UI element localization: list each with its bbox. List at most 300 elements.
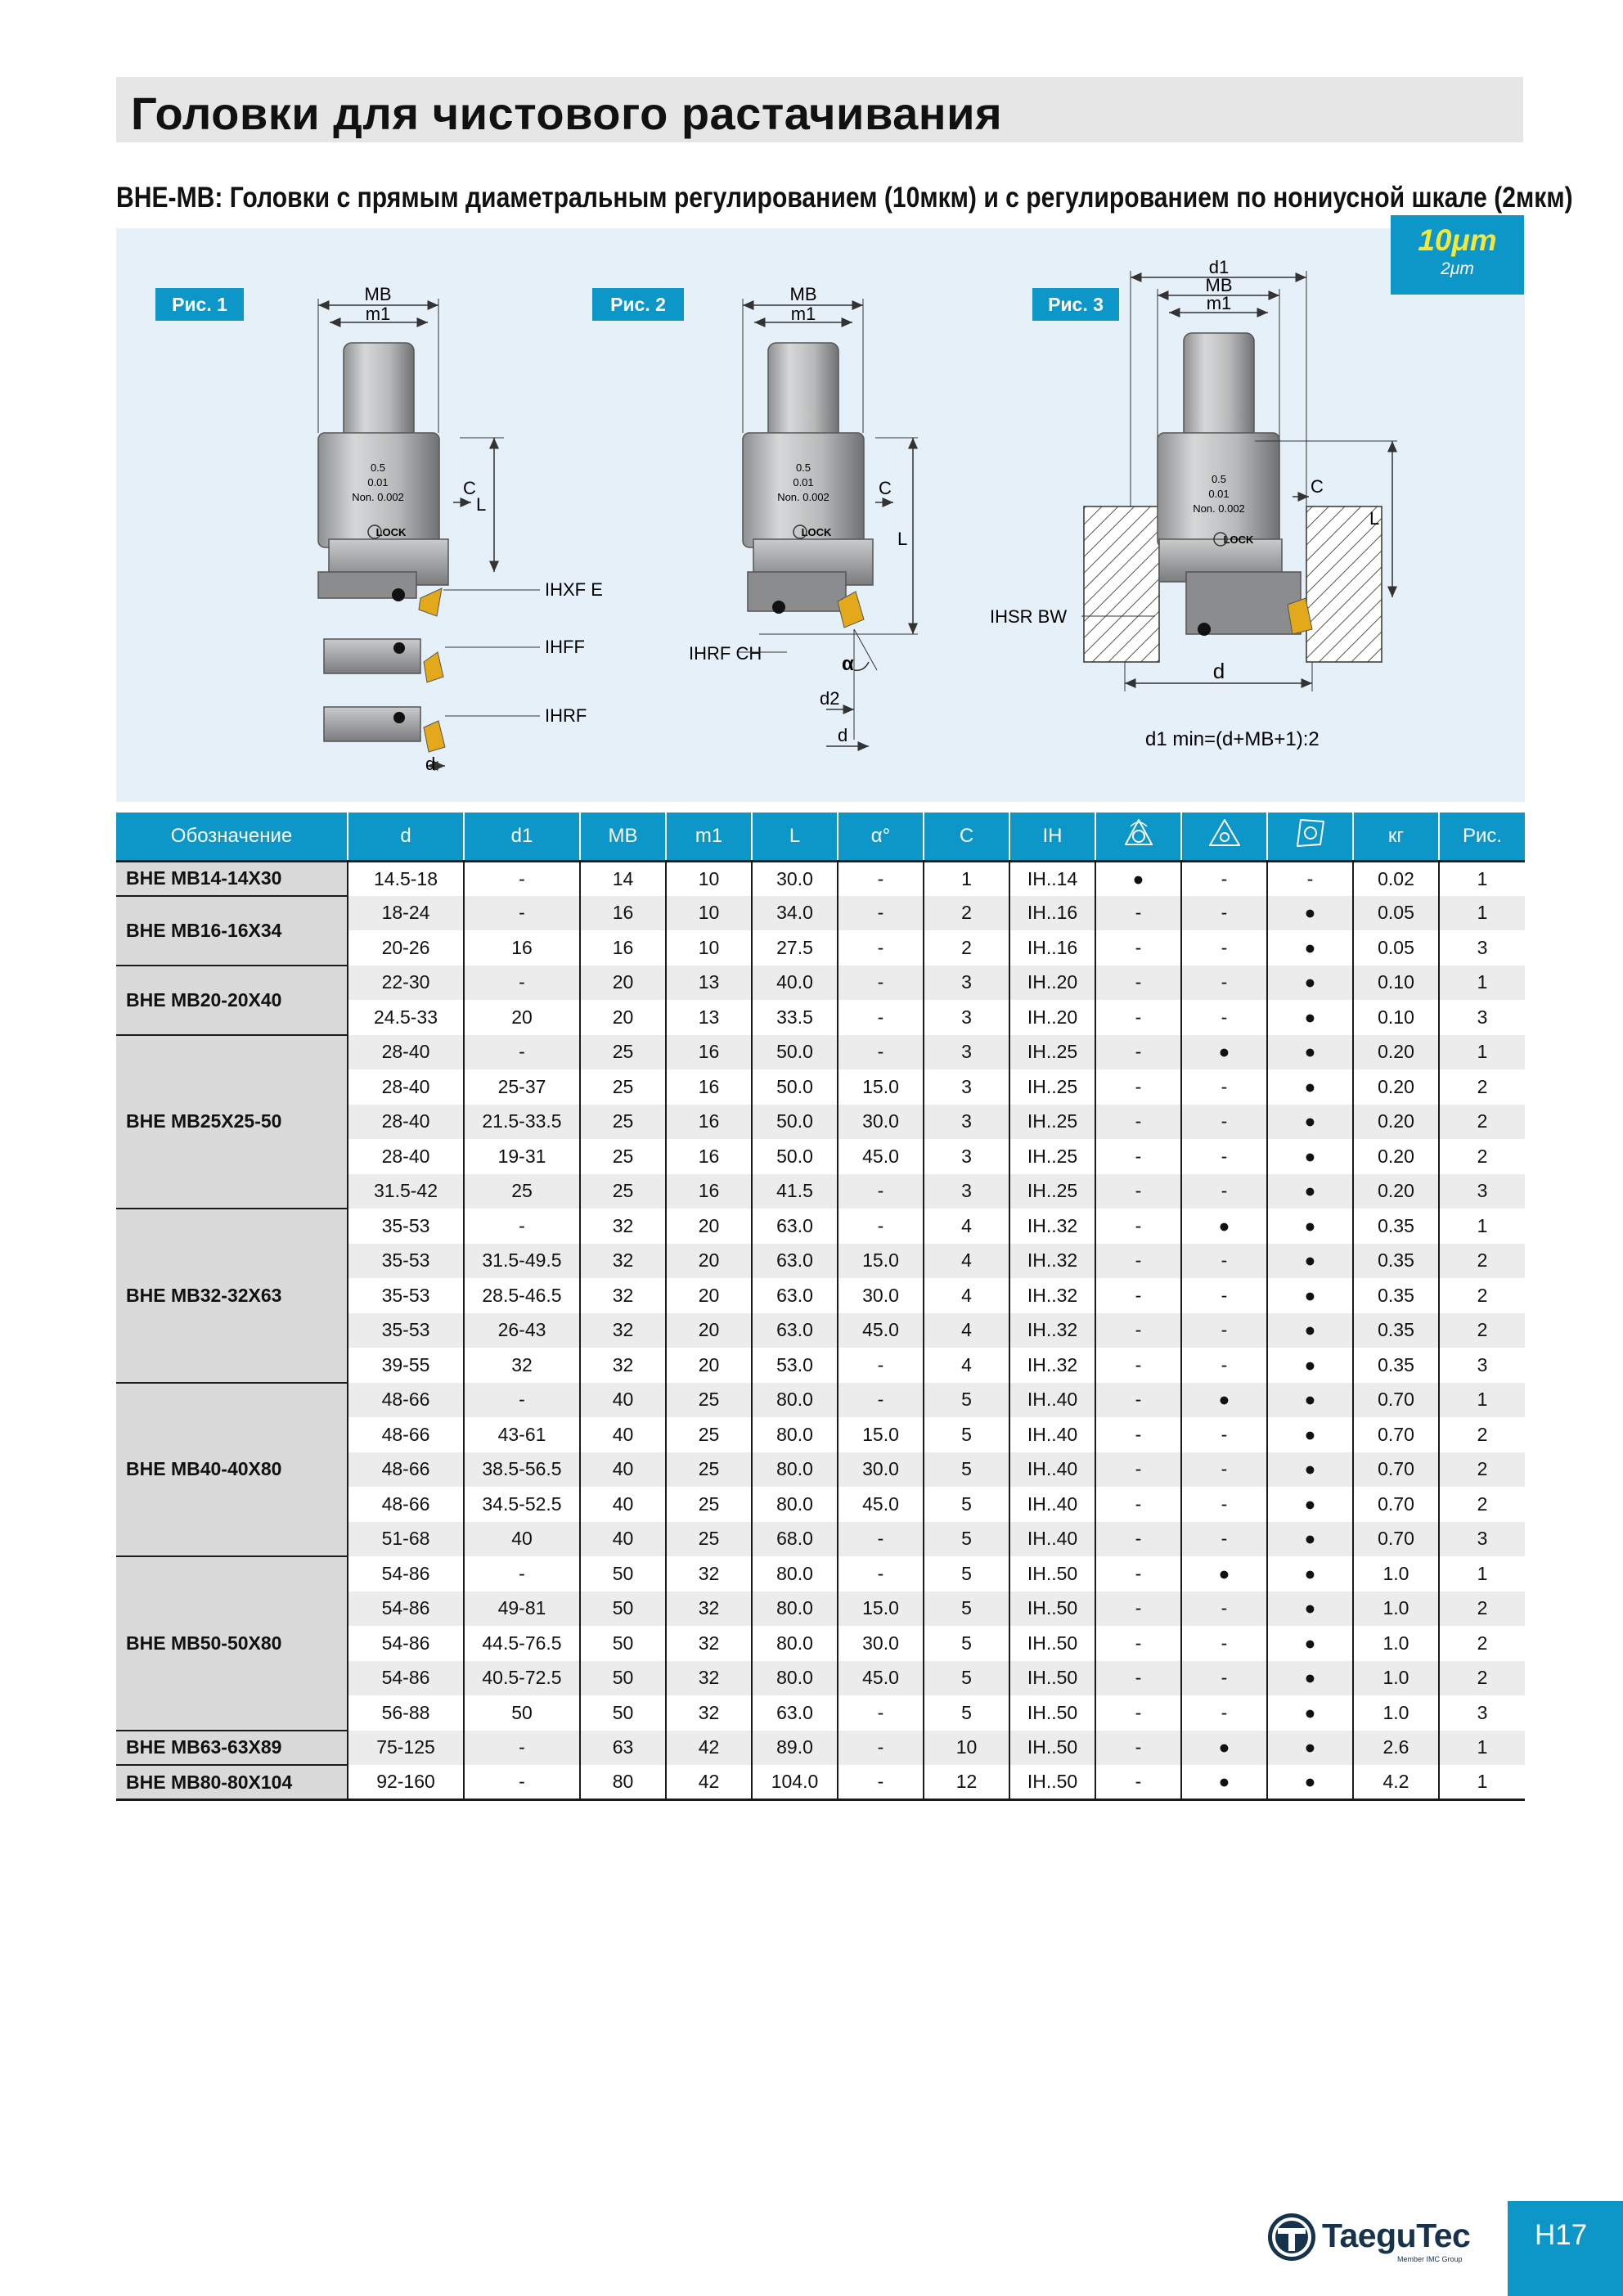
table-cell: 40.5-72.5: [464, 1661, 580, 1696]
fig1-dial-lock: LOCK: [375, 526, 407, 538]
table-cell: 80.0: [752, 1591, 838, 1627]
table-cell: 5: [924, 1522, 1009, 1557]
table-cell: -: [1095, 1348, 1181, 1383]
table-cell: 0.02: [1353, 861, 1439, 896]
insert-rhombic-icon: [1293, 817, 1329, 849]
table-cell: -: [1181, 1348, 1267, 1383]
table-cell: IH..50: [1009, 1556, 1095, 1591]
table-cell: 4: [924, 1244, 1009, 1279]
col-header-d: d: [348, 813, 464, 861]
table-cell: IH..40: [1009, 1417, 1095, 1452]
table-cell: ●: [1095, 861, 1181, 896]
table-cell: -: [1181, 1695, 1267, 1731]
fig2-dial-2: 0.01: [793, 476, 814, 488]
table-cell: IH..32: [1009, 1348, 1095, 1383]
table-cell: 16: [666, 1035, 752, 1070]
table-cell: 4: [924, 1348, 1009, 1383]
table-cell: 25-37: [464, 1069, 580, 1105]
table-cell: 3: [1439, 930, 1525, 966]
table-cell: 10: [666, 930, 752, 966]
table-cell: ●: [1267, 1591, 1353, 1627]
table-cell: 1: [1439, 1765, 1525, 1800]
table-cell: 2: [1439, 1661, 1525, 1696]
table-cell: ●: [1181, 1765, 1267, 1800]
table-cell: 68.0: [752, 1522, 838, 1557]
table-cell: 89.0: [752, 1731, 838, 1766]
col-header-c: C: [924, 813, 1009, 861]
table-cell: 2.6: [1353, 1731, 1439, 1766]
table-cell: 10: [666, 896, 752, 931]
col-header-insert-triangle: [1181, 813, 1267, 861]
table-cell: IH..32: [1009, 1278, 1095, 1313]
table-cell: -: [1095, 1105, 1181, 1140]
table-cell: ●: [1267, 1174, 1353, 1209]
table-cell: 0.20: [1353, 1174, 1439, 1209]
table-cell: -: [1181, 1069, 1267, 1105]
table-cell: -: [464, 1383, 580, 1418]
col-header-designation: Обозначение: [116, 813, 348, 861]
fig3-dim-m1: m1: [1206, 293, 1232, 313]
technical-drawings: [116, 228, 1525, 802]
table-cell: -: [1095, 1661, 1181, 1696]
table-cell: 31.5-49.5: [464, 1244, 580, 1279]
table-cell: -: [1181, 1452, 1267, 1488]
figure-2-label: Рис. 2: [610, 294, 666, 315]
table-cell: 25: [666, 1383, 752, 1418]
fig2-dial-3: Non. 0.002: [777, 491, 829, 503]
table-cell: -: [1181, 1313, 1267, 1348]
table-cell: -: [838, 1348, 924, 1383]
table-cell: 50: [464, 1695, 580, 1731]
table-cell: 28.5-46.5: [464, 1278, 580, 1313]
table-cell: IH..50: [1009, 1626, 1095, 1661]
fig1-dim-c: C: [463, 478, 476, 498]
table-cell: 0.35: [1353, 1278, 1439, 1313]
table-cell: 50: [580, 1626, 666, 1661]
table-cell: -: [1095, 1383, 1181, 1418]
table-cell: -: [1095, 930, 1181, 966]
table-cell: 5: [924, 1695, 1009, 1731]
fig3-dim-mb: MB: [1205, 275, 1233, 295]
table-cell: IH..16: [1009, 930, 1095, 966]
figure-2: [592, 284, 918, 746]
fig1-dim-mb: MB: [364, 284, 392, 304]
table-cell: 40: [580, 1522, 666, 1557]
table-cell: -: [464, 896, 580, 931]
table-cell: 54-86: [348, 1661, 464, 1696]
table-cell: 0.05: [1353, 896, 1439, 931]
table-cell: -: [838, 1174, 924, 1209]
table-cell: -: [1095, 1174, 1181, 1209]
table-cell: 33.5: [752, 1000, 838, 1035]
table-cell: -: [1267, 861, 1353, 896]
table-cell: 1.0: [1353, 1661, 1439, 1696]
table-cell: 1: [1439, 1383, 1525, 1418]
table-cell: 80.0: [752, 1626, 838, 1661]
table-cell: 32: [580, 1278, 666, 1313]
table-cell: 50: [580, 1695, 666, 1731]
table-cell: 14.5-18: [348, 861, 464, 896]
table-cell: 18-24: [348, 896, 464, 931]
table-cell: 0.20: [1353, 1105, 1439, 1140]
fig3-part-ihsr: IHSR BW: [990, 606, 1068, 627]
page-number: H17: [1535, 2219, 1588, 2251]
table-cell: -: [1095, 1731, 1181, 1766]
table-cell: ●: [1267, 1278, 1353, 1313]
table-cell: -: [838, 930, 924, 966]
table-cell: 25: [580, 1069, 666, 1105]
table-cell: ●: [1267, 1765, 1353, 1800]
precision-badge: [1391, 215, 1524, 295]
table-cell: IH..32: [1009, 1244, 1095, 1279]
table-cell: 40: [464, 1522, 580, 1557]
table-cell: 1: [1439, 861, 1525, 896]
table-cell: 25: [666, 1417, 752, 1452]
table-cell: 0.35: [1353, 1244, 1439, 1279]
table-cell: 0.35: [1353, 1348, 1439, 1383]
spec-table: [116, 813, 1525, 1801]
brand-subtitle: Member IMC Group: [1397, 2255, 1463, 2263]
table-cell: 24.5-33: [348, 1000, 464, 1035]
table-cell: -: [1181, 1487, 1267, 1522]
table-cell: ●: [1181, 1731, 1267, 1766]
table-cell: 0.70: [1353, 1417, 1439, 1452]
table-cell: 45.0: [838, 1661, 924, 1696]
table-cell: ●: [1267, 1661, 1353, 1696]
table-cell: 16: [666, 1139, 752, 1174]
table-cell: -: [1181, 1174, 1267, 1209]
table-cell: 44.5-76.5: [464, 1626, 580, 1661]
table-cell: 16: [464, 930, 580, 966]
table-cell: IH..14: [1009, 861, 1095, 896]
table-cell: 20: [666, 1244, 752, 1279]
table-cell: ●: [1267, 1452, 1353, 1488]
table-cell: 63.0: [752, 1278, 838, 1313]
table-cell: ●: [1267, 1383, 1353, 1418]
table-cell: ●: [1181, 1556, 1267, 1591]
table-cell: 2: [1439, 1313, 1525, 1348]
table-cell: 25: [666, 1522, 752, 1557]
designation-cell: BHE MB16-16X34: [116, 896, 348, 966]
table-cell: -: [1181, 930, 1267, 966]
table-cell: 35-53: [348, 1244, 464, 1279]
table-cell: -: [1181, 1278, 1267, 1313]
designation-cell: BHE MB80-80X104: [116, 1765, 348, 1800]
col-header-m1: m1: [666, 813, 752, 861]
table-cell: 56-88: [348, 1695, 464, 1731]
table-cell: 3: [1439, 1348, 1525, 1383]
table-cell: 25: [580, 1174, 666, 1209]
designation-cell: BHE MB40-40X80: [116, 1383, 348, 1557]
table-cell: -: [464, 861, 580, 896]
table-cell: 3: [924, 966, 1009, 1001]
page-number-box: [1508, 2201, 1623, 2296]
table-cell: 50: [580, 1591, 666, 1627]
table-cell: 34.0: [752, 896, 838, 931]
figure-3: [990, 257, 1397, 750]
table-cell: -: [1181, 1417, 1267, 1452]
table-cell: IH..32: [1009, 1209, 1095, 1244]
table-cell: 1: [1439, 1731, 1525, 1766]
table-cell: -: [1095, 1556, 1181, 1591]
table-cell: 1: [1439, 1209, 1525, 1244]
table-cell: -: [838, 1765, 924, 1800]
table-cell: 54-86: [348, 1626, 464, 1661]
fig3-dim-d1: d1: [1208, 257, 1230, 277]
table-cell: 13: [666, 1000, 752, 1035]
table-cell: 35-53: [348, 1313, 464, 1348]
table-cell: 75-125: [348, 1731, 464, 1766]
fig3-dim-d: d: [1212, 659, 1225, 683]
table-cell: -: [1181, 1244, 1267, 1279]
brand-name: TaeguTec: [1322, 2217, 1471, 2254]
designation-cell: BHE MB14-14X30: [116, 861, 348, 896]
table-cell: 5: [924, 1556, 1009, 1591]
table-header-row: [116, 813, 1525, 861]
table-cell: ●: [1267, 1069, 1353, 1105]
table-cell: 40.0: [752, 966, 838, 1001]
table-cell: 0.70: [1353, 1452, 1439, 1488]
table-cell: 2: [1439, 1244, 1525, 1279]
table-cell: 4: [924, 1278, 1009, 1313]
table-cell: 32: [666, 1591, 752, 1627]
table-cell: ●: [1267, 1244, 1353, 1279]
table-cell: 45.0: [838, 1487, 924, 1522]
table-cell: 27.5: [752, 930, 838, 966]
table-cell: 25: [666, 1452, 752, 1488]
table-cell: 39-55: [348, 1348, 464, 1383]
col-header-mb: MB: [580, 813, 666, 861]
table-cell: 1: [1439, 1556, 1525, 1591]
table-cell: 32: [666, 1626, 752, 1661]
table-cell: 19-31: [464, 1139, 580, 1174]
table-cell: 45.0: [838, 1139, 924, 1174]
table-cell: -: [1095, 1522, 1181, 1557]
table-cell: -: [838, 1522, 924, 1557]
table-cell: 20: [580, 1000, 666, 1035]
table-cell: 14: [580, 861, 666, 896]
table-cell: 34.5-52.5: [464, 1487, 580, 1522]
table-cell: 63.0: [752, 1244, 838, 1279]
table-cell: -: [1095, 1765, 1181, 1800]
table-cell: 50.0: [752, 1105, 838, 1140]
table-cell: -: [1095, 1313, 1181, 1348]
table-cell: 48-66: [348, 1417, 464, 1452]
table-cell: -: [1095, 1244, 1181, 1279]
table-cell: 28-40: [348, 1035, 464, 1070]
table-cell: -: [838, 1035, 924, 1070]
col-header-d1: d1: [464, 813, 580, 861]
table-cell: IH..25: [1009, 1105, 1095, 1140]
insert-triangle-icon: [1207, 817, 1243, 849]
fig2-dim-alpha: α: [842, 653, 854, 675]
table-cell: ●: [1181, 1035, 1267, 1070]
table-cell: ●: [1267, 1417, 1353, 1452]
table-cell: 1: [1439, 966, 1525, 1001]
table-cell: 26-43: [464, 1313, 580, 1348]
table-cell: -: [838, 1695, 924, 1731]
title-bar: [116, 77, 1523, 142]
table-cell: 0.20: [1353, 1035, 1439, 1070]
fig3-formula: d1 min=(d+MB+1):2: [1145, 728, 1320, 750]
table-cell: ●: [1267, 1313, 1353, 1348]
table-cell: 5: [924, 1661, 1009, 1696]
table-cell: -: [464, 1731, 580, 1766]
fig1-dim-m1: m1: [365, 304, 391, 324]
col-header-insert-rhombic: [1267, 813, 1353, 861]
table-cell: 3: [924, 1035, 1009, 1070]
table-cell: 1.0: [1353, 1695, 1439, 1731]
table-cell: 2: [1439, 1591, 1525, 1627]
table-cell: 0.10: [1353, 966, 1439, 1001]
table-cell: 5: [924, 1487, 1009, 1522]
table-cell: 2: [924, 896, 1009, 931]
table-cell: 20: [666, 1209, 752, 1244]
fig3-dim-c: C: [1311, 476, 1324, 497]
table-cell: 3: [924, 1139, 1009, 1174]
table-cell: 1.0: [1353, 1591, 1439, 1627]
col-header-fig: Рис.: [1439, 813, 1525, 861]
table-cell: 63.0: [752, 1209, 838, 1244]
table-cell: 5: [924, 1591, 1009, 1627]
table-cell: IH..50: [1009, 1661, 1095, 1696]
table-cell: ●: [1267, 1209, 1353, 1244]
table-cell: -: [1181, 1139, 1267, 1174]
designation-cell: BHE MB50-50X80: [116, 1556, 348, 1731]
table-cell: 32: [666, 1661, 752, 1696]
table-cell: ●: [1267, 930, 1353, 966]
table-cell: -: [1095, 1069, 1181, 1105]
spec-table-body: [116, 861, 1525, 1800]
table-cell: 80.0: [752, 1452, 838, 1488]
table-cell: 20: [580, 966, 666, 1001]
table-cell: IH..16: [1009, 896, 1095, 931]
table-cell: 53.0: [752, 1348, 838, 1383]
fig2-dial-lock: LOCK: [801, 526, 832, 538]
table-cell: 5: [924, 1452, 1009, 1488]
fig1-part-ihff: IHFF: [545, 637, 585, 657]
table-cell: 40: [580, 1417, 666, 1452]
table-cell: 0.20: [1353, 1139, 1439, 1174]
table-cell: 28-40: [348, 1105, 464, 1140]
table-cell: 0.70: [1353, 1383, 1439, 1418]
table-cell: 80: [580, 1765, 666, 1800]
table-cell: 25: [580, 1139, 666, 1174]
table-cell: 42: [666, 1765, 752, 1800]
table-cell: IH..25: [1009, 1139, 1095, 1174]
table-cell: 0.05: [1353, 930, 1439, 966]
table-cell: IH..40: [1009, 1452, 1095, 1488]
table-cell: -: [838, 1556, 924, 1591]
table-cell: IH..32: [1009, 1313, 1095, 1348]
table-cell: 20: [464, 1000, 580, 1035]
table-cell: 25: [580, 1105, 666, 1140]
table-cell: ●: [1181, 1383, 1267, 1418]
fig3-dial-1: 0.5: [1211, 473, 1227, 485]
col-header-ih: IH: [1009, 813, 1095, 861]
table-cell: 43-61: [464, 1417, 580, 1452]
table-cell: 2: [1439, 1139, 1525, 1174]
table-cell: -: [1095, 1452, 1181, 1488]
table-cell: -: [838, 1731, 924, 1766]
table-cell: ●: [1267, 1035, 1353, 1070]
table-cell: 16: [580, 896, 666, 931]
table-cell: -: [1181, 1105, 1267, 1140]
table-cell: 15.0: [838, 1244, 924, 1279]
table-cell: 15.0: [838, 1417, 924, 1452]
table-cell: 22-30: [348, 966, 464, 1001]
designation-cell: BHE MB20-20X40: [116, 966, 348, 1035]
table-cell: 32: [580, 1348, 666, 1383]
table-cell: 40: [580, 1383, 666, 1418]
table-cell: 40: [580, 1487, 666, 1522]
designation-cell: BHE MB25X25-50: [116, 1035, 348, 1209]
table-cell: ●: [1267, 1626, 1353, 1661]
table-cell: 4: [924, 1209, 1009, 1244]
table-cell: -: [1181, 861, 1267, 896]
table-cell: IH..20: [1009, 966, 1095, 1001]
table-cell: 5: [924, 1383, 1009, 1418]
taegutec-logo: [1266, 2212, 1479, 2266]
table-cell: 30.0: [838, 1452, 924, 1488]
figure-panel: [116, 228, 1525, 802]
table-cell: 80.0: [752, 1556, 838, 1591]
table-cell: 16: [666, 1174, 752, 1209]
table-cell: -: [464, 966, 580, 1001]
table-cell: -: [464, 1556, 580, 1591]
page-title: Головки для чистового растачивания: [131, 88, 1003, 139]
table-cell: 63.0: [752, 1313, 838, 1348]
fig1-dim-d: d: [425, 754, 436, 774]
fig2-dim-d: d: [838, 725, 848, 745]
table-cell: IH..50: [1009, 1695, 1095, 1731]
table-cell: IH..50: [1009, 1731, 1095, 1766]
table-cell: 3: [1439, 1000, 1525, 1035]
table-cell: IH..50: [1009, 1765, 1095, 1800]
table-cell: 15.0: [838, 1591, 924, 1627]
table-cell: ●: [1267, 1522, 1353, 1557]
insert-round-icon: [1121, 817, 1157, 849]
table-cell: ●: [1267, 1695, 1353, 1731]
table-cell: ●: [1267, 966, 1353, 1001]
table-cell: -: [1095, 1695, 1181, 1731]
table-cell: -: [1181, 1661, 1267, 1696]
precision-badge-primary: 10μm: [1418, 223, 1497, 257]
table-cell: -: [1181, 896, 1267, 931]
table-cell: IH..25: [1009, 1069, 1095, 1105]
table-cell: 50: [580, 1661, 666, 1696]
table-cell: 50.0: [752, 1069, 838, 1105]
fig2-dim-d2: d2: [820, 688, 840, 709]
table-cell: 20-26: [348, 930, 464, 966]
table-cell: 1: [1439, 1035, 1525, 1070]
table-cell: ●: [1267, 1139, 1353, 1174]
table-cell: -: [464, 1035, 580, 1070]
table-cell: -: [1095, 1417, 1181, 1452]
table-cell: 48-66: [348, 1452, 464, 1488]
table-cell: 38.5-56.5: [464, 1452, 580, 1488]
table-cell: 2: [1439, 1278, 1525, 1313]
table-cell: ●: [1267, 1105, 1353, 1140]
table-cell: IH..50: [1009, 1591, 1095, 1627]
table-cell: 30.0: [838, 1105, 924, 1140]
fig3-dial-2: 0.01: [1208, 488, 1230, 500]
table-cell: IH..40: [1009, 1383, 1095, 1418]
table-cell: -: [838, 1383, 924, 1418]
table-cell: 13: [666, 966, 752, 1001]
table-cell: -: [1095, 1035, 1181, 1070]
fig3-dim-l: L: [1369, 508, 1380, 529]
